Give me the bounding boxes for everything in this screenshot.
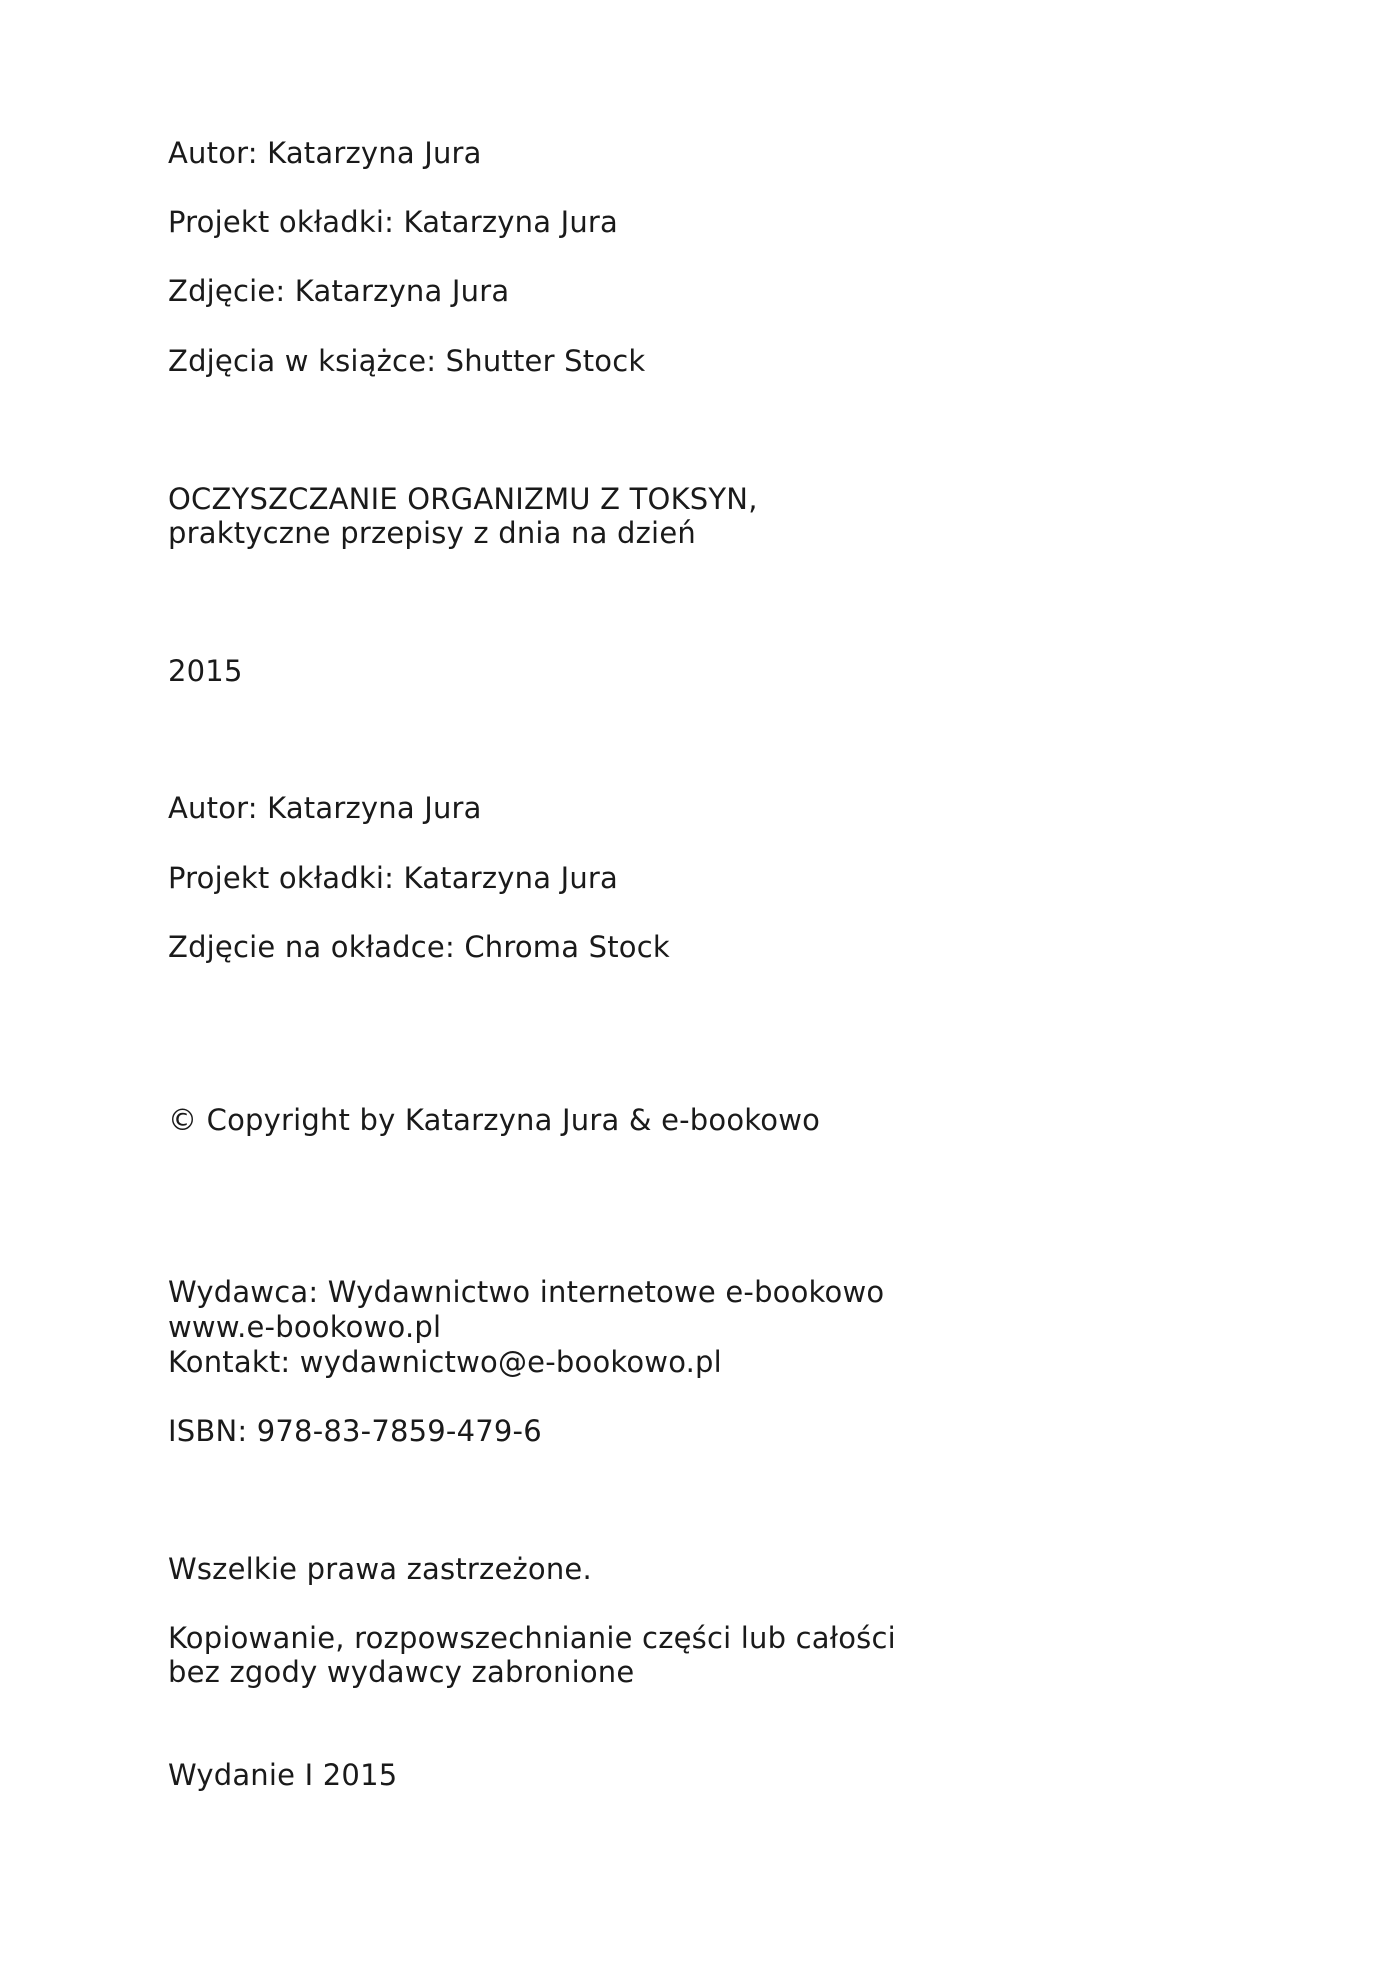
photo-credit: Zdjęcie: Katarzyna Jura <box>168 274 510 308</box>
author-credit-repeat: Autor: Katarzyna Jura <box>168 791 482 825</box>
copying-notice-line1: Kopiowanie, rozpowszechnianie części lub całości <box>168 1621 896 1655</box>
publisher-contact: Kontakt: wydawnictwo@e-bookowo.pl <box>168 1345 722 1379</box>
book-photos-credit: Zdjęcia w książce: Shutter Stock <box>168 344 646 378</box>
publisher-name: Wydawca: Wydawnictwo internetowe e-bookowo <box>168 1275 885 1309</box>
cover-photo-credit: Zdjęcie na okładce: Chroma Stock <box>168 930 670 964</box>
cover-design-credit: Projekt okładki: Katarzyna Jura <box>168 205 619 239</box>
publisher-website: www.e-bookowo.pl <box>168 1310 442 1344</box>
edition: Wydanie I 2015 <box>168 1758 398 1792</box>
book-subtitle: praktyczne przepisy z dnia na dzień <box>168 516 696 550</box>
author-credit: Autor: Katarzyna Jura <box>168 136 482 170</box>
copyright-notice: © Copyright by Katarzyna Jura & e-bookowo <box>168 1103 821 1137</box>
isbn: ISBN: 978-83-7859-479-6 <box>168 1414 542 1448</box>
publication-year: 2015 <box>168 654 243 688</box>
rights-reserved: Wszelkie prawa zastrzeżone. <box>168 1552 592 1586</box>
copying-notice-line2: bez zgody wydawcy zabronione <box>168 1655 635 1689</box>
book-title: OCZYSZCZANIE ORGANIZMU Z TOKSYN, <box>168 482 758 516</box>
cover-design-credit-repeat: Projekt okładki: Katarzyna Jura <box>168 861 619 895</box>
